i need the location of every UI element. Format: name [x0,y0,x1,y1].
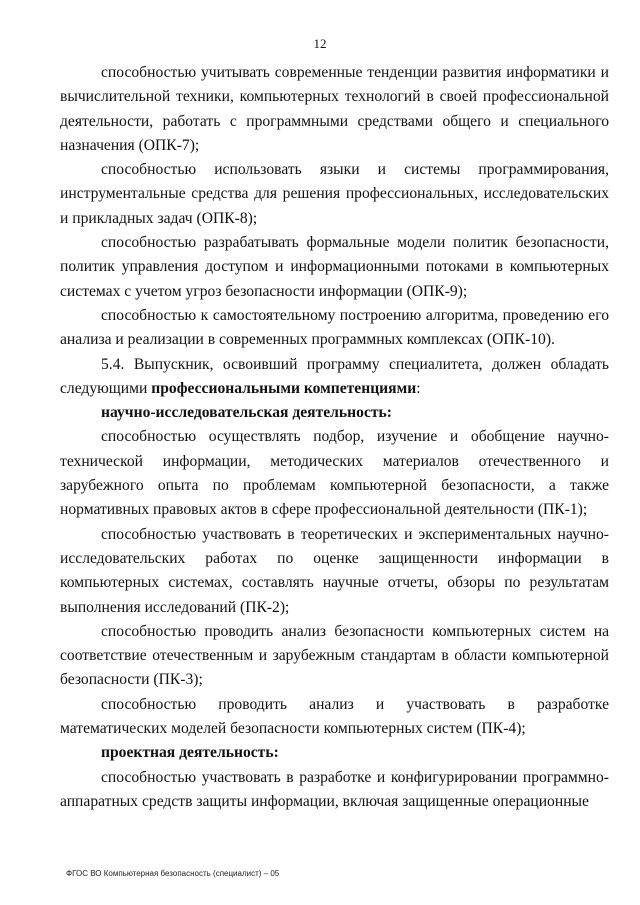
paragraph-pk-1: способностью осуществлять подбор, изучение и обобщение научно-технической информации, методических материалов отечественного и зарубежного опыта по проблемам компьютерной безопасности, а также нормативных правовых актов в сфере профессиональной деятельности (ПК-1); [60,428,609,519]
paragraph-design-1: способностью участвовать в разработке и конфигурировании программно-аппаратных средств защиты информации, включая защищенные операционные [60,768,609,810]
paragraph-pk-4: способностью проводить анализ и участвовать в разработке математических моделей безопасности компьютерных систем (ПК-4); [60,695,609,738]
page-number: 12 [313,36,327,51]
paragraph-opk-9: способностью разрабатывать формальные модели политик безопасности, политик управления доступом и информационными потоками в компьютерных системах с учетом угроз безопасности информации (ОПК-9); [60,234,609,300]
design-activity-heading: проектная деятельность: [101,744,279,762]
paragraph-pk-3: способностью проводить анализ безопасности компьютерных систем на соответствие отечественным и зарубежным стандартам в области компьютерной безопасности (ПК-3); [60,622,609,689]
document-footer: ФГОС ВО Компьютерная безопасность (специалист) – 05 [66,869,280,878]
section-5-4-tail: : [416,379,421,397]
section-5-4-lead: 5.4. Выпускник, освоивший программу специалитета, должен обладать следующими [60,355,609,397]
document-body [60,61,609,814]
section-5-4-paragraph [60,353,609,402]
research-activity-heading: научно-исследовательская деятельность: [101,404,392,422]
paragraph-pk-2: способностью участвовать в теоретических и экспериментальных научно-исследовательских работах по оценке защищенности информации в компьютерных системах, составлять научные отчеты, обзоры по результатам выполнения исследований (ПК-2); [60,525,609,616]
section-5-4-emphasis: профессиональными компетенциями [151,379,417,397]
paragraph-opk-8: способностью использовать языки и системы программирования, инструментальные средства для решения профессиональных, исследовательских и прикладных задач (ОПК-8); [60,161,609,227]
paragraph-opk-10: способностью к самостоятельному построению алгоритма, проведению его анализа и реализации в современных программных комплексах (ОПК-10). [60,306,609,349]
paragraph-opk-7: способностью учитывать современные тенденции развития информатики и вычислительной техники, компьютерных технологий в своей профессиональной деятельности, работать с программными средствами общего и специального назначения (ОПК-7); [60,64,609,154]
